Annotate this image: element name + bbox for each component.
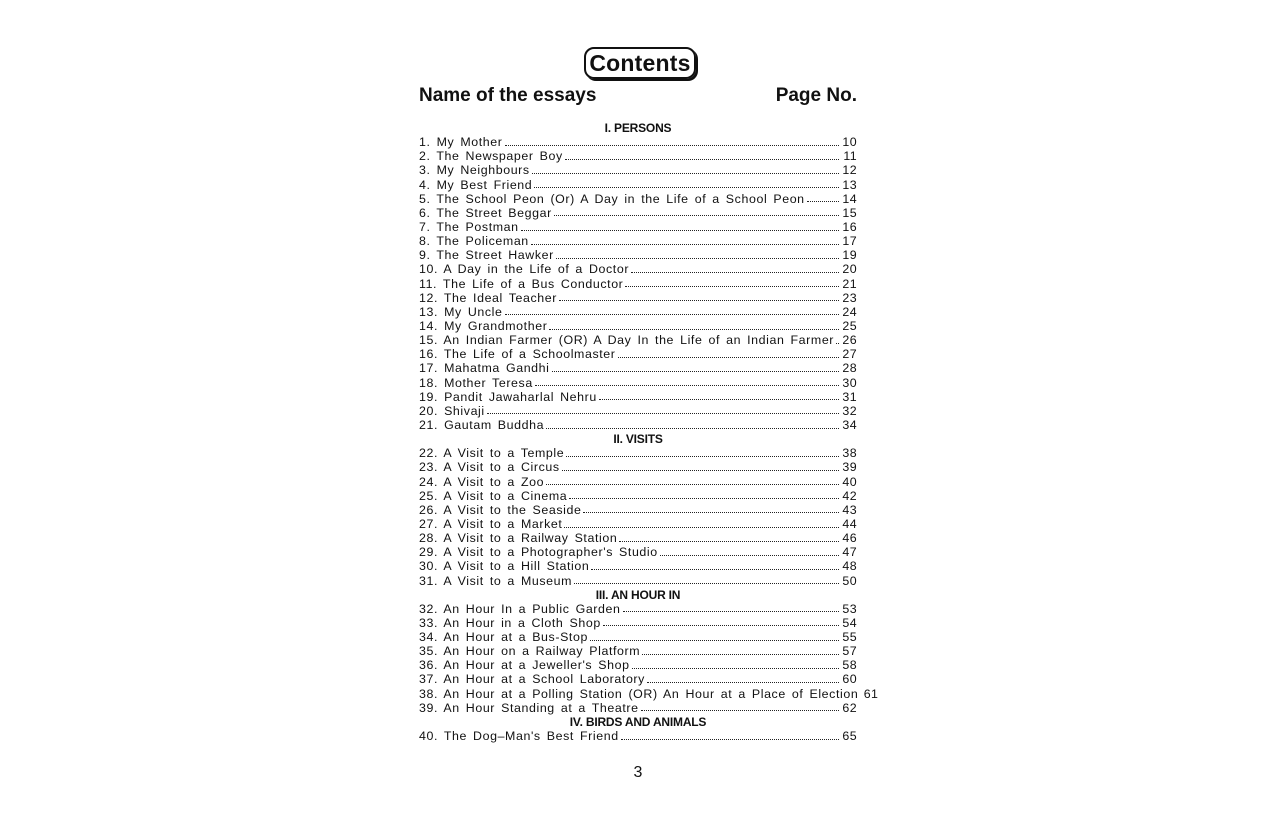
essay-page-number: 14 (842, 191, 857, 206)
essay-title: 29. A Visit to a Photographer's Studio (419, 545, 658, 560)
essay-title: 25. A Visit to a Cinema (419, 488, 568, 503)
essay-page-number: 38 (842, 446, 857, 461)
essay-title: 7. The Postman (419, 219, 519, 234)
essay-page-number: 27 (842, 347, 857, 362)
essay-title: 26. A Visit to the Seaside (419, 502, 582, 517)
toc-entry (419, 277, 857, 291)
toc-entry (419, 163, 857, 177)
dot-leader (623, 611, 839, 612)
dot-leader (583, 512, 839, 513)
toc-entry (419, 460, 857, 474)
dot-leader (625, 286, 839, 287)
essays-column-header: Name of the essays (419, 85, 597, 106)
essay-page-number: 60 (842, 672, 857, 687)
essay-page-number: 53 (842, 601, 857, 616)
contents-title: Contents (584, 47, 696, 79)
essay-page-number: 19 (842, 248, 857, 263)
essay-page-number: 50 (842, 573, 857, 588)
dot-leader (619, 541, 839, 542)
toc-entry (419, 559, 857, 573)
essay-page-number: 11 (843, 149, 857, 164)
essay-title: 40. The Dog–Man's Best Friend (419, 729, 619, 744)
essay-title: 20. Shivaji (419, 403, 485, 418)
essay-page-number: 15 (842, 205, 857, 220)
essay-title: 6. The Street Beggar (419, 205, 552, 220)
toc-entry (419, 390, 857, 404)
dot-leader (836, 343, 839, 344)
essay-title: 23. A Visit to a Circus (419, 460, 560, 475)
dot-leader (574, 583, 839, 584)
toc-entry (419, 333, 857, 347)
dot-leader (603, 625, 839, 626)
essay-title: 10. A Day in the Life of a Doctor (419, 262, 630, 277)
essay-title: 24. A Visit to a Zoo (419, 474, 545, 489)
dot-leader (556, 258, 839, 259)
essay-page-number: 39 (842, 460, 857, 475)
essay-page-number: 17 (842, 234, 857, 249)
toc-entry (419, 616, 857, 630)
toc-entry (419, 475, 857, 489)
essay-page-number: 25 (842, 318, 857, 333)
essay-title: 39. An Hour Standing at a Theatre (419, 700, 639, 715)
section-heading: IV. BIRDS AND ANIMALS (569, 714, 707, 729)
essay-title: 31. A Visit to a Museum (419, 573, 573, 588)
dot-leader (641, 710, 839, 711)
dot-leader (631, 272, 839, 273)
toc-entry (419, 686, 879, 701)
table-of-contents (419, 121, 879, 744)
dot-leader (564, 527, 839, 528)
page-number: 3 (633, 764, 643, 781)
toc-entry (419, 574, 857, 588)
toc-entry (419, 178, 857, 192)
dot-leader (618, 357, 839, 358)
essay-page-number: 61 (863, 686, 879, 701)
section-heading: II. VISITS (613, 432, 663, 447)
dot-leader (487, 413, 839, 414)
dot-leader (505, 145, 840, 146)
toc-entry (419, 376, 857, 390)
toc-entry (419, 418, 857, 432)
dot-leader (546, 428, 839, 429)
essay-page-number: 58 (842, 658, 857, 673)
dot-leader (532, 173, 839, 174)
toc-entry (419, 503, 857, 517)
toc-entry (419, 206, 857, 220)
essay-page-number: 46 (842, 531, 857, 546)
toc-entry (419, 319, 857, 333)
toc-entry (419, 630, 857, 644)
essay-title: 27. A Visit to a Market (419, 516, 563, 531)
essay-page-number: 43 (842, 502, 857, 517)
toc-entry (419, 404, 857, 418)
essay-title: 12. The Ideal Teacher (419, 290, 558, 305)
essay-page-number: 62 (842, 700, 857, 715)
toc-entry (419, 658, 857, 672)
dot-leader (562, 470, 839, 471)
essay-title: 15. An Indian Farmer (OR) A Day In the Life of an Indian Farmer (419, 333, 835, 348)
essay-page-number: 28 (842, 361, 857, 376)
toc-entry (419, 602, 857, 616)
essay-title: 1. My Mother (419, 135, 503, 150)
section-heading: III. AN HOUR IN (595, 587, 681, 602)
essay-title: 38. An Hour at a Polling Station (OR) An Hour at a Place of Election (419, 686, 859, 701)
dot-leader (505, 314, 839, 315)
essay-title: 11. The Life of a Bus Conductor (419, 276, 624, 291)
dot-leader (591, 569, 839, 570)
essay-page-number: 54 (842, 615, 857, 630)
essay-page-number: 23 (842, 290, 857, 305)
section-heading: I. PERSONS (604, 121, 672, 135)
essay-page-number: 40 (842, 474, 857, 489)
toc-entry (419, 446, 857, 460)
dot-leader (590, 640, 839, 641)
toc-entry (419, 517, 857, 531)
essay-title: 16. The Life of a Schoolmaster (419, 347, 616, 362)
dot-leader (531, 244, 839, 245)
toc-entry (419, 644, 857, 658)
essay-page-number: 12 (842, 163, 857, 178)
essay-title: 14. My Grandmother (419, 318, 548, 333)
essay-title: 28. A Visit to a Railway Station (419, 531, 618, 546)
toc-entry (419, 248, 857, 262)
essay-page-number: 10 (842, 135, 857, 150)
essay-title: 37. An Hour at a School Laboratory (419, 672, 645, 687)
essay-page-number: 26 (842, 333, 857, 348)
dot-leader (559, 300, 839, 301)
dot-leader (569, 498, 839, 499)
essay-page-number: 48 (842, 559, 857, 574)
essay-page-number: 30 (842, 375, 857, 390)
essay-page-number: 47 (842, 545, 857, 560)
toc-entry (419, 361, 857, 375)
dot-leader (807, 201, 839, 202)
essay-page-number: 20 (842, 262, 857, 277)
essay-page-number: 24 (842, 304, 857, 319)
toc-entry (419, 262, 857, 276)
dot-leader (642, 654, 839, 655)
essay-page-number: 13 (842, 177, 857, 192)
essay-title: 33. An Hour in a Cloth Shop (419, 615, 601, 630)
essay-page-number: 34 (842, 417, 857, 432)
essay-page-number: 65 (842, 729, 857, 744)
essay-title: 32. An Hour In a Public Garden (419, 601, 621, 616)
essay-title: 9. The Street Hawker (419, 248, 554, 263)
essay-title: 4. My Best Friend (419, 177, 533, 192)
dot-leader (565, 159, 839, 160)
essay-page-number: 16 (842, 219, 857, 234)
toc-entry (419, 489, 857, 503)
dot-leader (521, 230, 839, 231)
essay-title: 22. A Visit to a Temple (419, 446, 565, 461)
toc-entry (419, 149, 857, 163)
dot-leader (554, 215, 839, 216)
essay-title: 36. An Hour at a Jeweller's Shop (419, 658, 630, 673)
toc-entry (419, 729, 857, 743)
toc-entry (419, 305, 857, 319)
essay-page-number: 42 (842, 488, 857, 503)
essay-page-number: 32 (842, 403, 857, 418)
essay-title: 13. My Uncle (419, 304, 503, 319)
dot-leader (647, 682, 839, 683)
essay-page-number: 44 (842, 516, 857, 531)
essay-title: 30. A Visit to a Hill Station (419, 559, 590, 574)
essay-title: 18. Mother Teresa (419, 375, 533, 390)
toc-entry (419, 192, 857, 206)
toc-entry (419, 701, 857, 715)
dot-leader (535, 385, 839, 386)
essay-title: 3. My Neighbours (419, 163, 530, 178)
essay-page-number: 31 (842, 389, 857, 404)
dot-leader (621, 739, 839, 740)
toc-entry (419, 545, 857, 559)
essay-page-number: 21 (842, 276, 857, 291)
toc-entry (419, 531, 857, 545)
dot-leader (660, 555, 839, 556)
essay-title: 35. An Hour on a Railway Platform (419, 644, 641, 659)
essay-title: 34. An Hour at a Bus-Stop (419, 630, 588, 645)
essay-title: 17. Mahatma Gandhi (419, 361, 550, 376)
essay-page-number: 57 (842, 644, 857, 659)
essay-page-number: 55 (842, 630, 857, 645)
toc-entry (419, 234, 857, 248)
essay-title: 19. Pandit Jawaharlal Nehru (419, 389, 597, 404)
toc-entry (419, 291, 857, 305)
toc-entry (419, 347, 857, 361)
dot-leader (546, 484, 839, 485)
essay-title: 5. The School Peon (Or) A Day in the Life of a School Peon (419, 191, 805, 206)
dot-leader (549, 329, 839, 330)
dot-leader (599, 399, 839, 400)
toc-entry (419, 135, 857, 149)
dot-leader (552, 371, 839, 372)
dot-leader (632, 668, 839, 669)
essay-title: 2. The Newspaper Boy (419, 149, 563, 164)
essay-title: 8. The Policeman (419, 234, 529, 249)
toc-entry (419, 672, 857, 686)
dot-leader (566, 456, 839, 457)
page-no-column-header: Page No. (775, 85, 857, 106)
essay-title: 21. Gautam Buddha (419, 417, 545, 432)
dot-leader (534, 187, 839, 188)
toc-entry (419, 220, 857, 234)
